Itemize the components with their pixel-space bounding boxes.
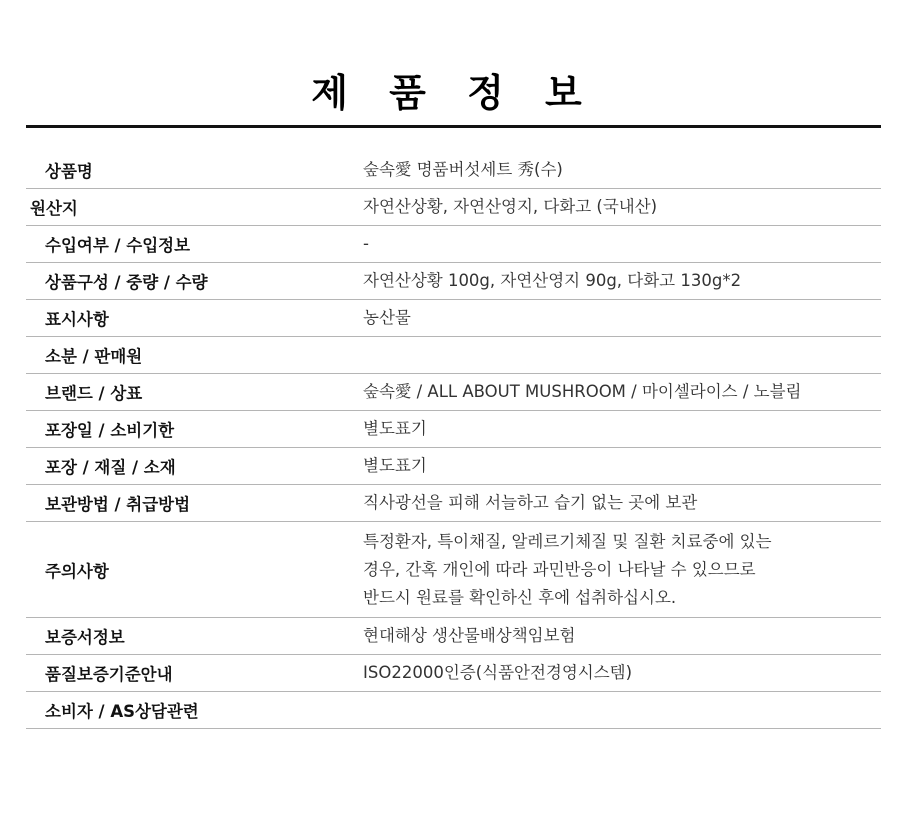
page-title: 제 품 정 보 [311, 71, 596, 115]
row-label: 소분 / 판매원 [26, 337, 363, 374]
caution-line: 특정환자, 특이채질, 알레르기체질 및 질환 치료중에 있는 [363, 531, 772, 551]
row-label: 상품명 [26, 152, 363, 189]
row-value: 별도표기 [363, 411, 881, 448]
row-value: 숲속愛 명품버섯세트 秀(수) [363, 152, 881, 189]
caution-line: 경우, 간혹 개인에 따라 과민반응이 나타날 수 있으므로 [363, 559, 756, 579]
table-row [26, 448, 881, 485]
row-label: 포장 / 재질 / 소재 [26, 448, 363, 485]
table-row [26, 618, 881, 655]
table-row [26, 692, 881, 729]
table-row [26, 374, 881, 411]
row-value [363, 337, 881, 374]
row-value: ISO22000인증(식품안전경영시스템) [363, 655, 881, 692]
row-value: 현대해상 생산물배상책임보험 [363, 618, 881, 655]
row-label: 품질보증기준안내 [26, 655, 363, 692]
row-value: 자연산상황 100g, 자연산영지 90g, 다화고 130g*2 [363, 263, 881, 300]
row-value: - [363, 226, 881, 263]
table-row [26, 522, 881, 618]
row-label: 소비자 / AS상담관련 [26, 692, 363, 729]
row-value: 숲속愛 / ALL ABOUT MUSHROOM / 마이셀라이스 / 노블림 [363, 374, 881, 411]
row-label: 보관방법 / 취급방법 [26, 485, 363, 522]
table-row [26, 189, 881, 226]
table-row [26, 485, 881, 522]
row-value: 별도표기 [363, 448, 881, 485]
row-label: 주의사항 [26, 522, 363, 618]
table-row [26, 226, 881, 263]
title-divider [26, 125, 881, 128]
row-value: 자연산상황, 자연산영지, 다화고 (국내산) [363, 189, 881, 226]
table-row [26, 263, 881, 300]
row-label: 보증서정보 [26, 618, 363, 655]
row-label: 표시사항 [26, 300, 363, 337]
row-label: 수입여부 / 수입정보 [26, 226, 363, 263]
row-label: 상품구성 / 중량 / 수량 [26, 263, 363, 300]
row-label: 포장일 / 소비기한 [26, 411, 363, 448]
table-row [26, 152, 881, 189]
row-value: 직사광선을 피해 서늘하고 습기 없는 곳에 보관 [363, 485, 881, 522]
table-row [26, 337, 881, 374]
row-value [363, 692, 881, 729]
row-value: 농산물 [363, 300, 881, 337]
table-row [26, 655, 881, 692]
product-info-table [26, 152, 881, 729]
row-label: 브랜드 / 상표 [26, 374, 363, 411]
caution-line: 반드시 원료를 확인하신 후에 섭취하십시오. [363, 587, 677, 607]
row-value [363, 522, 881, 618]
row-label: 원산지 [26, 189, 363, 226]
table-row [26, 300, 881, 337]
table-row [26, 411, 881, 448]
